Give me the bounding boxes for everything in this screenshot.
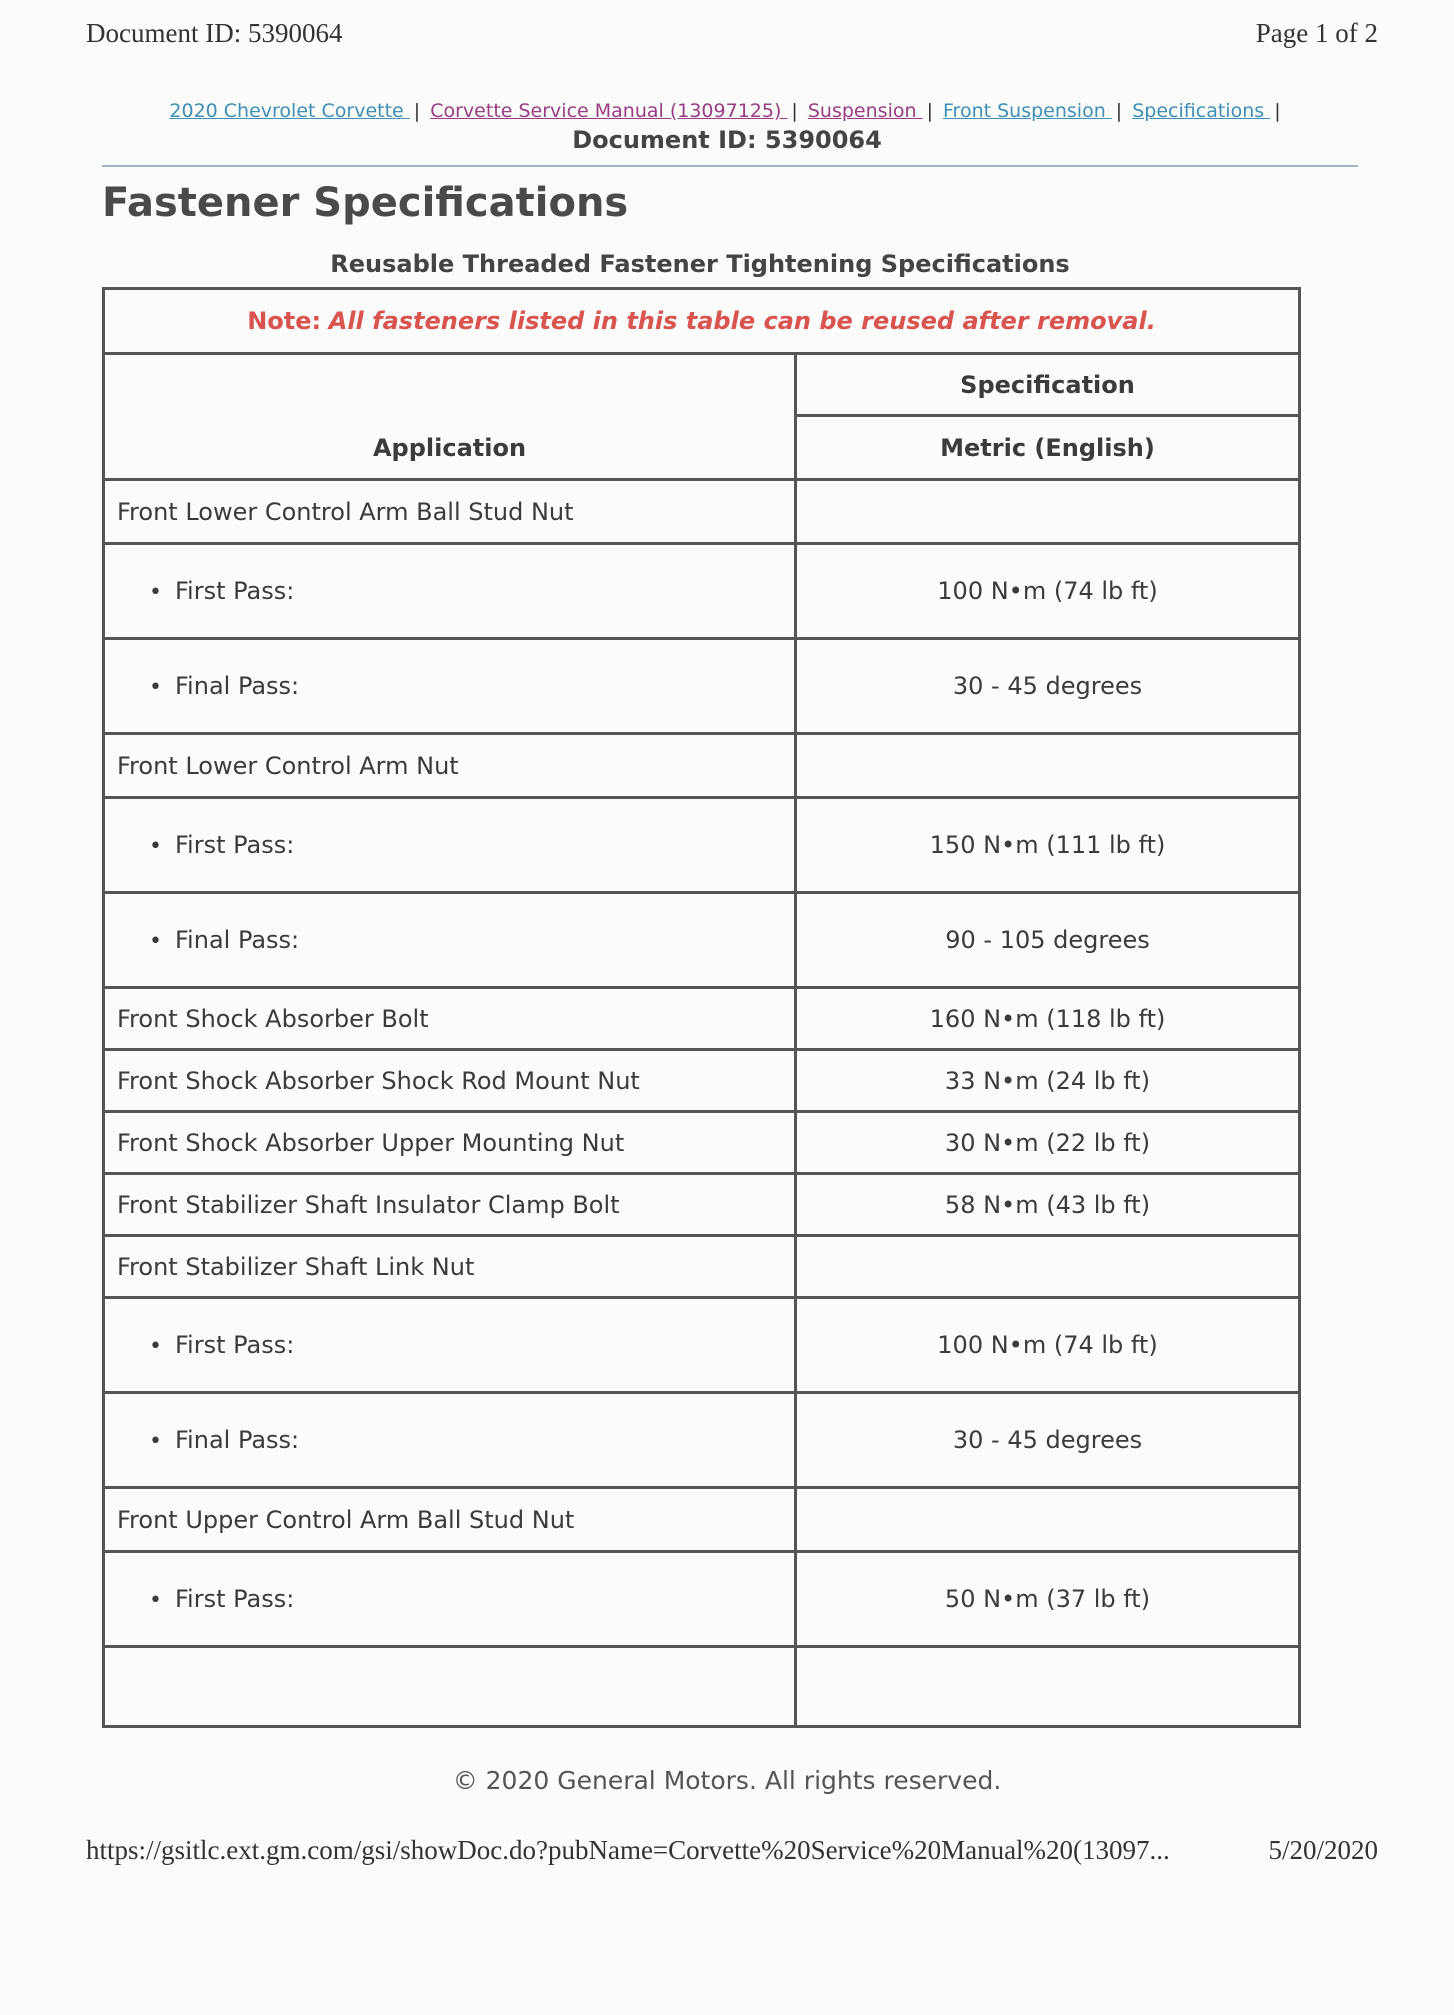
copyright: © 2020 General Motors. All rights reserved. [452,1766,1002,1795]
table-row [104,1112,1300,1174]
print-doc-id: Document ID: 5390064 [86,18,343,48]
table-row [104,988,1300,1050]
application-cell: Front Lower Control Arm Ball Stud Nut [104,480,796,544]
table-row [104,734,1300,798]
value-cell: 58 N•m (43 lb ft) [796,1174,1300,1236]
breadcrumb-link-manual[interactable]: Corvette Service Manual (13097125) [430,100,788,122]
header-units: Metric (English) [796,416,1300,480]
breadcrumb-separator: | [413,100,421,122]
application-cell [104,1647,796,1727]
value-cell: 100 N•m (74 lb ft) [796,544,1300,639]
application-cell: Front Shock Absorber Upper Mounting Nut [104,1112,796,1174]
value-cell [796,1647,1300,1727]
breadcrumb-link-front-suspension[interactable]: Front Suspension [943,100,1112,122]
page-cut-mask [102,1775,1298,2015]
fastener-spec-table [102,287,1301,1728]
document-id: Document ID: 5390064 [572,126,882,154]
table-caption: Reusable Threaded Fastener Tightening Specifications [330,250,1070,278]
value-cell: 30 - 45 degrees [796,639,1300,734]
table-row [104,1174,1300,1236]
header-application: Application [104,354,796,480]
print-footer [86,1835,1378,1866]
table-row [104,1488,1300,1552]
breadcrumb-link-specifications[interactable]: Specifications [1132,100,1271,122]
page-title: Fastener Specifications [102,180,629,226]
note-text: All fasteners listed in this table can be reused after removal. [328,307,1156,335]
header-specification: Specification [796,354,1300,416]
value-cell: 160 N•m (118 lb ft) [796,988,1300,1050]
value-cell: 100 N•m (74 lb ft) [796,1298,1300,1393]
breadcrumb-separator: | [791,100,798,122]
application-cell: • First Pass: [104,798,796,893]
value-cell: 90 - 105 degrees [796,893,1300,988]
breadcrumb-separator: | [1274,100,1281,122]
breadcrumb-link-suspension[interactable]: Suspension [807,100,923,122]
note-label: Note: [247,307,322,335]
value-cell [796,480,1300,544]
breadcrumb [0,100,1454,122]
application-cell: Front Shock Absorber Shock Rod Mount Nut [104,1050,796,1112]
table-row [104,1393,1300,1488]
table-row-cut [104,1647,1300,1727]
table-row [104,798,1300,893]
application-cell: • Final Pass: [104,639,796,734]
table-row [104,1552,1300,1647]
application-cell: • First Pass: [104,1298,796,1393]
application-cell: • Final Pass: [104,893,796,988]
print-page-number: Page 1 of 2 [1255,18,1378,48]
application-cell: Front Lower Control Arm Nut [104,734,796,798]
table-row [104,1050,1300,1112]
value-cell: 150 N•m (111 lb ft) [796,798,1300,893]
value-cell: 33 N•m (24 lb ft) [796,1050,1300,1112]
print-header [86,18,1378,49]
table-note [104,289,1300,354]
print-url: https://gsitlc.ext.gm.com/gsi/showDoc.do?pubName=Corvette%20Service%20Manual%20(13097... [86,1835,1170,1865]
application-cell: Front Stabilizer Shaft Insulator Clamp Bolt [104,1174,796,1236]
application-cell: Front Upper Control Arm Ball Stud Nut [104,1488,796,1552]
value-cell [796,734,1300,798]
value-cell: 30 N•m (22 lb ft) [796,1112,1300,1174]
value-cell [796,1236,1300,1298]
table-row [104,893,1300,988]
application-cell: Front Stabilizer Shaft Link Nut [104,1236,796,1298]
divider [102,165,1358,167]
table-row [104,1236,1300,1298]
print-date: 5/20/2020 [1268,1835,1378,1865]
table-row [104,1298,1300,1393]
application-cell: • First Pass: [104,544,796,639]
table-row [104,480,1300,544]
breadcrumb-separator: | [1115,100,1123,122]
breadcrumb-separator: | [926,100,933,122]
application-cell: • Final Pass: [104,1393,796,1488]
table-row [104,544,1300,639]
value-cell: 50 N•m (37 lb ft) [796,1552,1300,1647]
value-cell [796,1488,1300,1552]
breadcrumb-link-vehicle[interactable]: 2020 Chevrolet Corvette [169,100,410,122]
application-cell: • First Pass: [104,1552,796,1647]
application-cell: Front Shock Absorber Bolt [104,988,796,1050]
table-row [104,639,1300,734]
value-cell: 30 - 45 degrees [796,1393,1300,1488]
